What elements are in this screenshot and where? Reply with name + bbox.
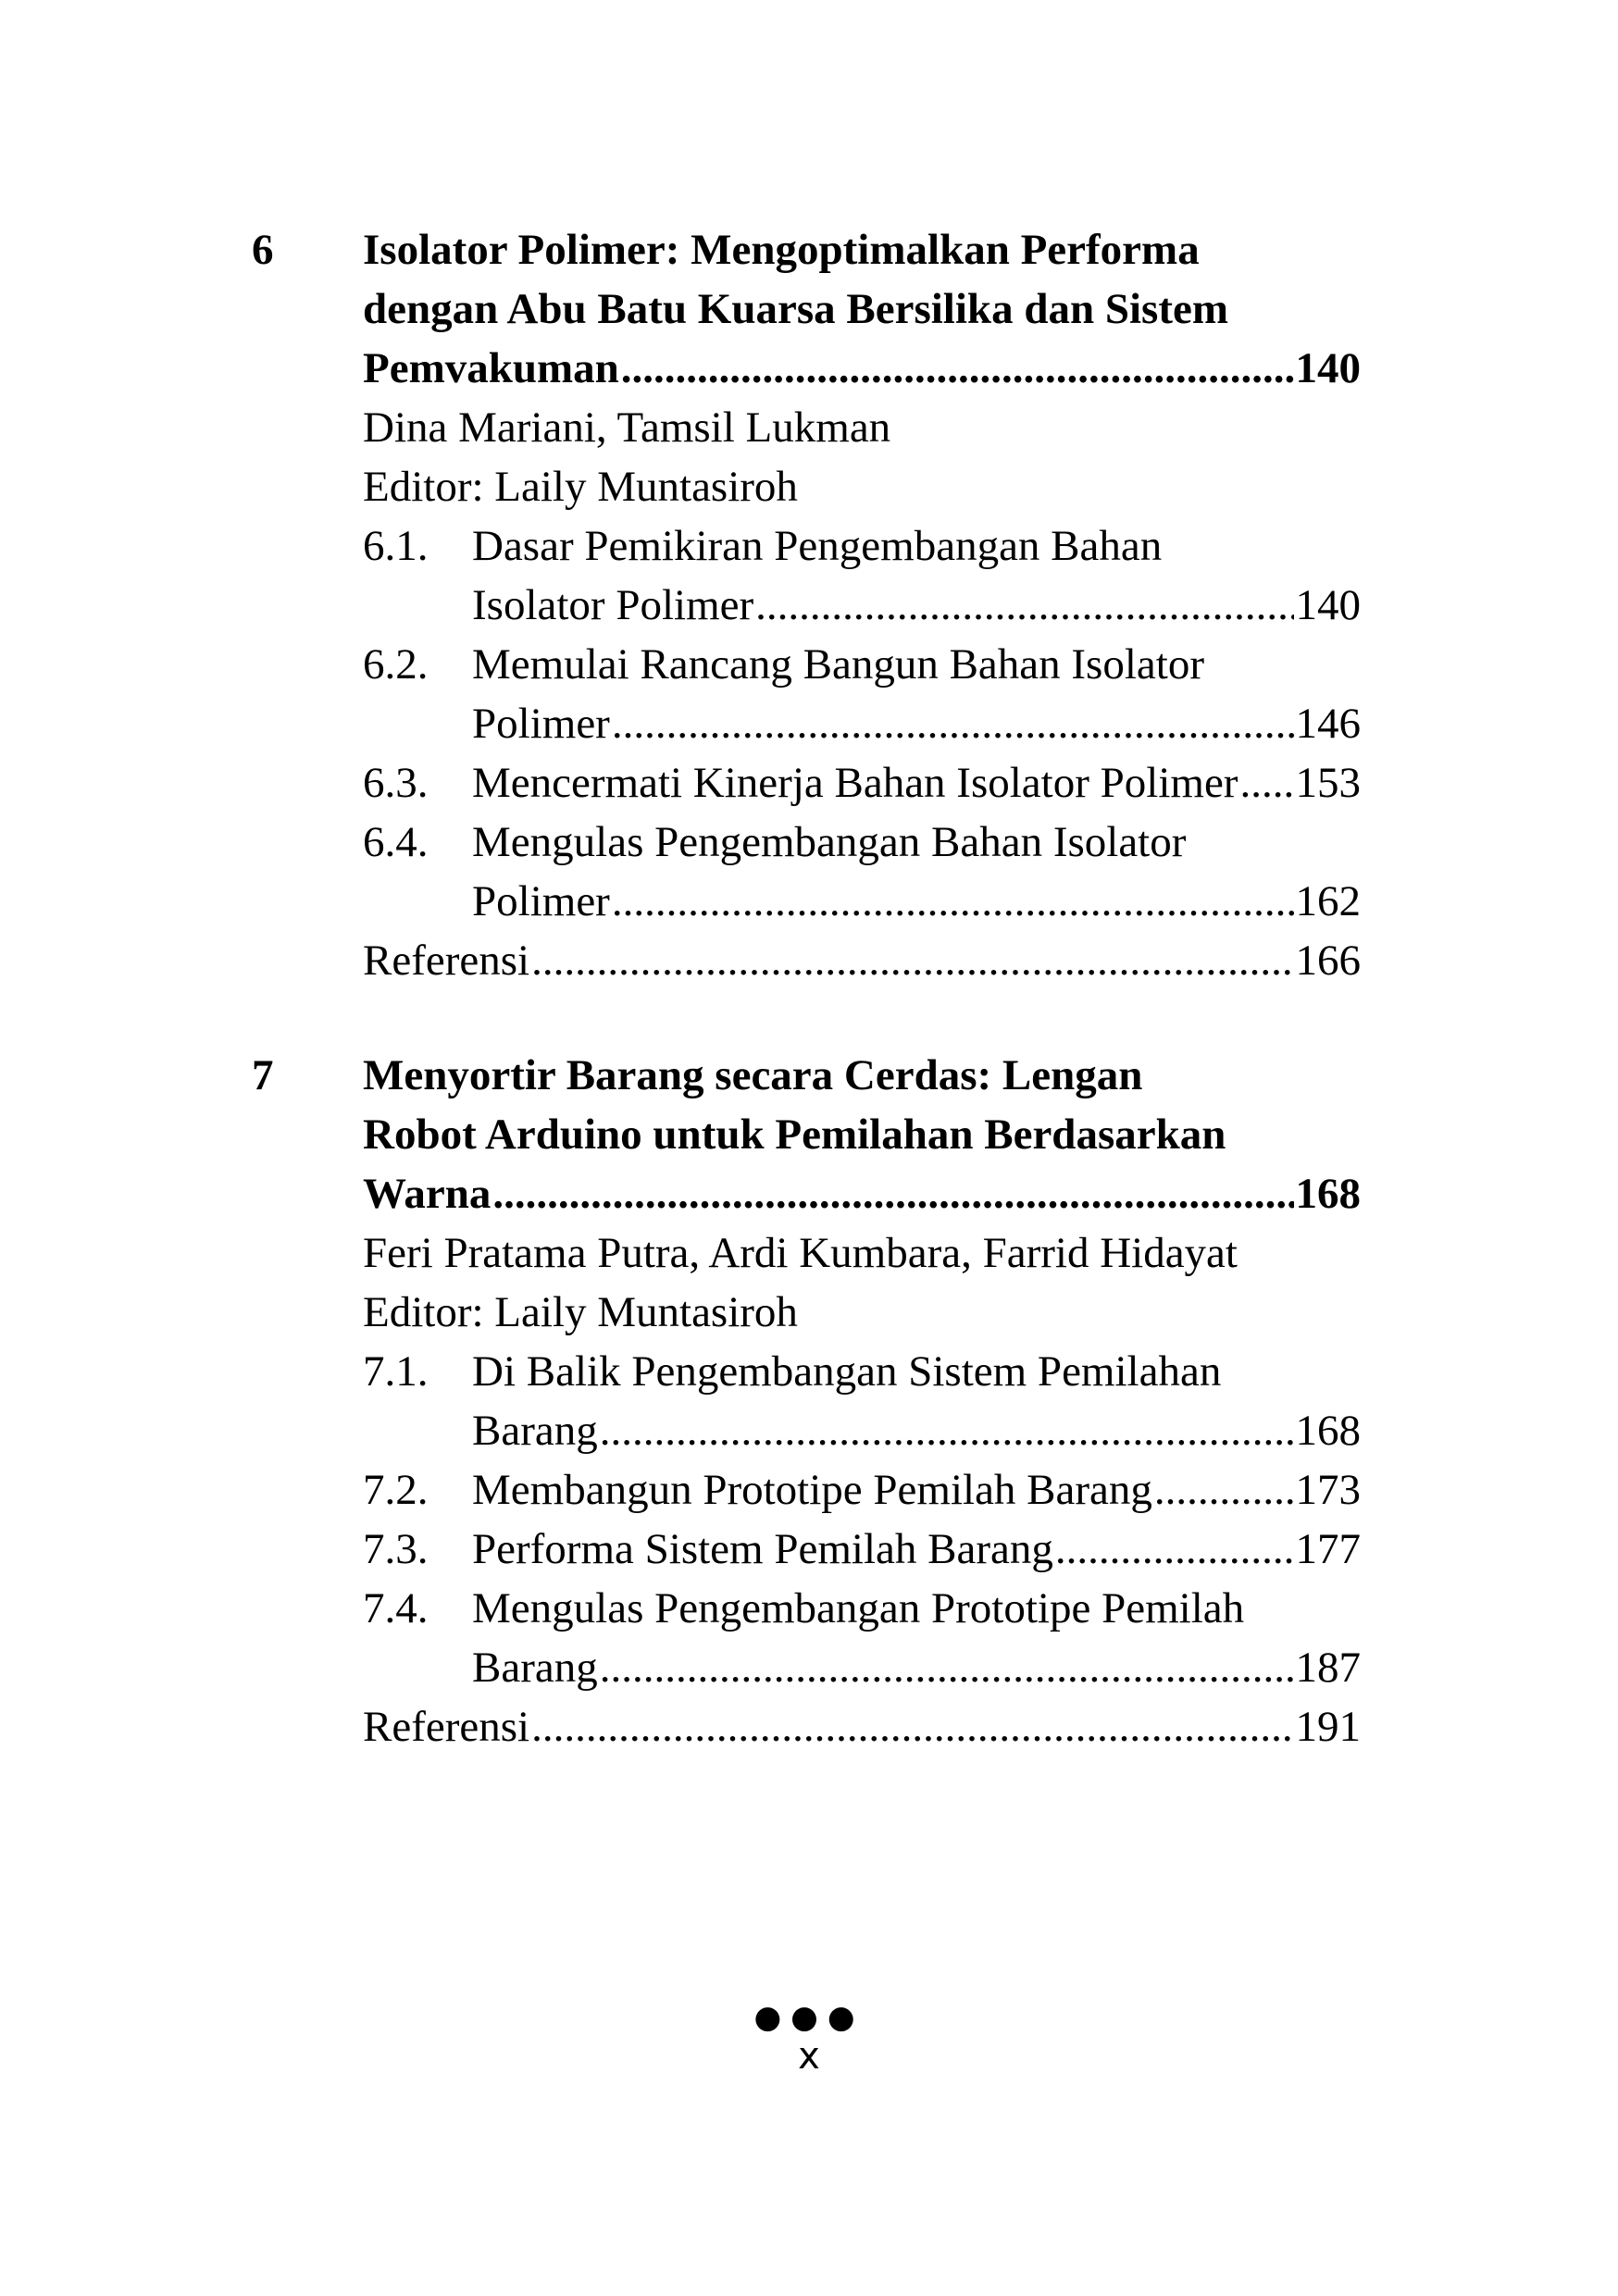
page-reference: 168: [1295, 1170, 1361, 1218]
chapter-number: 7: [252, 1051, 274, 1099]
page-reference: 166: [1295, 937, 1361, 985]
section-number: 6.2.: [363, 640, 429, 689]
chapter-title-line: [0, 220, 1618, 279]
section-number: 7.2.: [363, 1466, 429, 1514]
section-title-text: Performa Sistem Pemilah Barang: [472, 1525, 1053, 1573]
section-line: [0, 813, 1618, 872]
toc-leader: [363, 1697, 1361, 1756]
dot-leader: [612, 694, 1294, 753]
section-title-text: Barang: [472, 1407, 598, 1455]
section-title-text: Dasar Pemikiran Pengembangan Bahan: [472, 522, 1163, 570]
chapter-editor: Editor: Laily Muntasiroh: [363, 1288, 798, 1336]
references-leader-line[interactable]: [0, 931, 1618, 990]
chapter-title-line: [0, 279, 1618, 339]
toc-leader: [363, 1164, 1361, 1223]
section-leader-line[interactable]: [0, 1520, 1618, 1579]
references-label: Referensi: [363, 1703, 530, 1751]
toc-leader: [472, 753, 1361, 813]
section-number: 6.1.: [363, 522, 429, 570]
section-leader-line[interactable]: [0, 872, 1618, 931]
section-title-text: Mencermati Kinerja Bahan Isolator Polimer: [472, 759, 1238, 807]
section-title-text: Mengulas Pengembangan Prototipe Pemilah: [472, 1584, 1245, 1632]
toc-leader: [363, 339, 1361, 398]
toc-leader: [472, 694, 1361, 753]
section-title-text: Isolator Polimer: [472, 581, 754, 629]
toc-leader: [472, 1520, 1361, 1579]
section-number: 6.4.: [363, 818, 429, 866]
section-leader-line[interactable]: [0, 694, 1618, 753]
section-leader-line[interactable]: [0, 1638, 1618, 1697]
section-leader-line[interactable]: [0, 753, 1618, 813]
section-title-text: Polimer: [472, 877, 610, 925]
chapter-title-text: Menyortir Barang secara Cerdas: Lengan: [363, 1051, 1143, 1099]
chapter-authors: Feri Pratama Putra, Ardi Kumbara, Farrid Hidayat: [363, 1229, 1238, 1277]
toc-leader: [472, 1638, 1361, 1697]
ornament-dots: ●●●: [753, 1999, 865, 2036]
section-number: 7.1.: [363, 1347, 429, 1396]
section-leader-line[interactable]: [0, 576, 1618, 635]
toc-chapter-7: [0, 1046, 1618, 1756]
page-reference: 173: [1295, 1466, 1361, 1514]
chapter-title-leader-line[interactable]: [0, 1164, 1618, 1223]
chapter-title-leader-line[interactable]: [0, 339, 1618, 398]
chapter-authors-line: [0, 398, 1618, 457]
chapter-title-line: [0, 1046, 1618, 1105]
section-title-text: Barang: [472, 1644, 598, 1692]
section-number: 7.3.: [363, 1525, 429, 1573]
page-reference: 187: [1295, 1644, 1361, 1692]
dot-leader: [531, 931, 1293, 990]
chapter-editor-line: [0, 457, 1618, 516]
section-title-text: Polimer: [472, 700, 610, 748]
section-title-text: Mengulas Pengembangan Bahan Isolator: [472, 818, 1187, 866]
page-reference: 191: [1295, 1703, 1361, 1751]
toc-chapter-6: [0, 220, 1618, 990]
dot-leader: [531, 1697, 1293, 1756]
references-leader-line[interactable]: [0, 1697, 1618, 1756]
toc-leader: [472, 1401, 1361, 1460]
chapter-authors-line: [0, 1223, 1618, 1283]
section-title-text: Memulai Rancang Bangun Bahan Isolator: [472, 640, 1204, 689]
toc-leader: [472, 1460, 1361, 1520]
section-number: 7.4.: [363, 1584, 429, 1632]
chapter-authors: Dina Mariani, Tamsil Lukman: [363, 403, 891, 452]
toc-leader: [472, 576, 1361, 635]
dot-leader: [1154, 1460, 1294, 1520]
page-reference: 168: [1295, 1407, 1361, 1455]
dot-leader: [755, 576, 1293, 635]
section-leader-line[interactable]: [0, 1401, 1618, 1460]
dot-leader: [612, 872, 1294, 931]
chapter-title-text: Warna: [363, 1170, 492, 1218]
page-footer: [0, 1999, 1618, 2077]
page-reference: 153: [1295, 759, 1361, 807]
chapter-editor-line: [0, 1283, 1618, 1342]
chapter-title-text: Isolator Polimer: Mengoptimalkan Performa: [363, 226, 1200, 274]
section-title-text: Membangun Prototipe Pemilah Barang: [472, 1466, 1152, 1514]
section-number: 6.3.: [363, 759, 429, 807]
section-line: [0, 635, 1618, 694]
chapter-number: 6: [252, 226, 274, 274]
chapter-title-text: dengan Abu Batu Kuarsa Bersilika dan Sistem: [363, 285, 1228, 333]
section-line: [0, 1579, 1618, 1638]
chapter-title-line: [0, 1105, 1618, 1164]
references-label: Referensi: [363, 937, 530, 985]
section-line: [0, 1342, 1618, 1401]
page-reference: 140: [1295, 344, 1361, 392]
dot-leader: [600, 1638, 1294, 1697]
section-leader-line[interactable]: [0, 1460, 1618, 1520]
section-title-text: Di Balik Pengembangan Sistem Pemilahan: [472, 1347, 1222, 1396]
toc-leader: [363, 931, 1361, 990]
toc-leader: [472, 872, 1361, 931]
dot-leader: [1055, 1520, 1294, 1579]
chapter-title-text: Robot Arduino untuk Pemilahan Berdasarkan: [363, 1111, 1226, 1159]
dot-leader: [492, 1164, 1293, 1223]
page-reference: 146: [1295, 700, 1361, 748]
dot-leader: [1239, 753, 1293, 813]
page-reference: 162: [1295, 877, 1361, 925]
page-number: x: [798, 2035, 820, 2078]
page-reference: 140: [1295, 581, 1361, 629]
section-line: [0, 516, 1618, 576]
dot-leader: [600, 1401, 1294, 1460]
page-reference: 177: [1295, 1525, 1361, 1573]
dot-leader: [621, 339, 1294, 398]
chapter-title-text: Pemvakuman: [363, 344, 619, 392]
chapter-editor: Editor: Laily Muntasiroh: [363, 463, 798, 511]
